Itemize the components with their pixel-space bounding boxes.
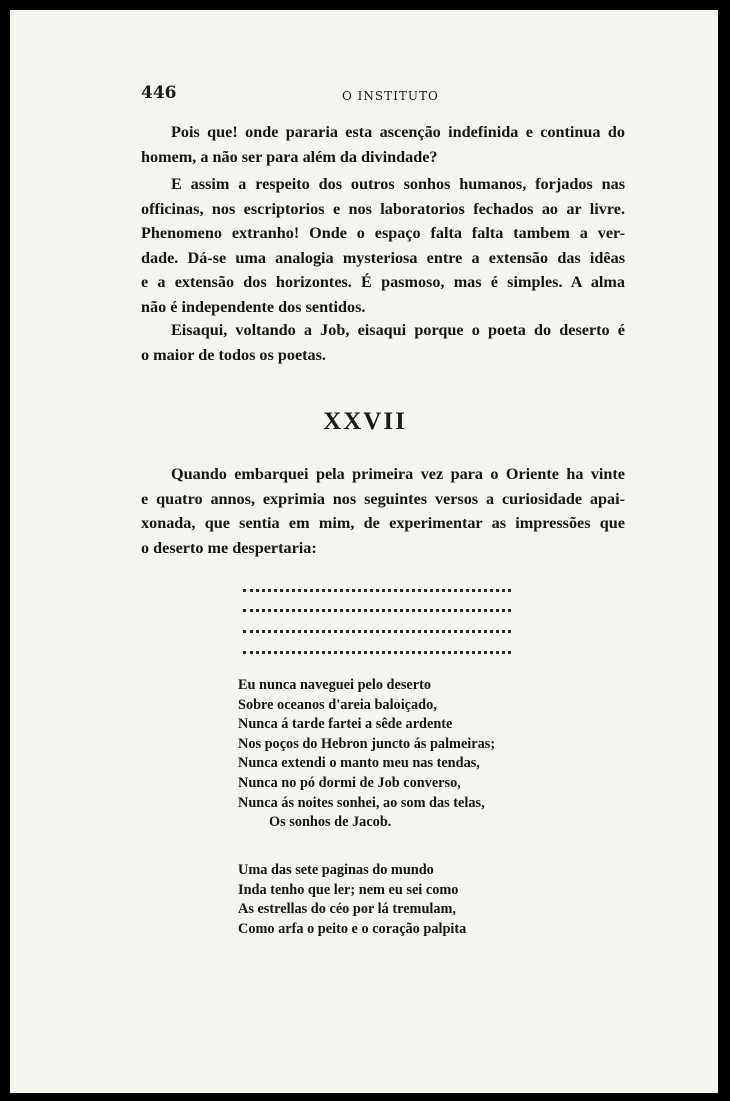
text-line: E assim a respeito dos outros sonhos humanos, forjados nas: [171, 175, 625, 193]
poem-verse: As estrellas do céo por lá tremulam,: [238, 901, 456, 918]
ellipsis-row: [243, 645, 511, 654]
ellipsis-row: [243, 583, 511, 592]
poem-verse: Os sonhos de Jacob.: [269, 814, 392, 831]
page-header: [141, 83, 625, 109]
text-line: Phenomeno extranho! Onde o espaço falta falta tambem a ver-: [141, 224, 625, 243]
paragraph-2: [141, 172, 625, 320]
text-line: o maior de todos os poetas.: [141, 345, 326, 364]
text-line: e a extensão dos horizontes. É pasmoso, mas é simples. A alma: [141, 273, 625, 292]
poem-verse: Nunca no pó dormi de Job converso,: [238, 774, 461, 791]
paragraph-1: [141, 120, 625, 169]
text-line: Pois que! onde pararia esta ascenção indefinida e continua do: [171, 123, 625, 141]
poem-verse: Nunca ás noites sonhei, ao som das telas,: [238, 794, 485, 811]
ellipsis-row: [243, 624, 511, 633]
poem-verse: Inda tenho que ler; nem eu sei como: [238, 881, 459, 898]
poem-verse: Sobre oceanos d'areia baloiçado,: [238, 696, 437, 713]
text-line: homem, a não ser para além da divindade?: [141, 147, 438, 166]
poem-verse: Nunca á tarde fartei a sêde ardente: [238, 716, 453, 733]
text-line: xonada, que sentia em mim, de experimentar as impressões que: [141, 514, 625, 533]
poem-stanza-2: [238, 861, 558, 939]
chapter-heading: XXVII: [323, 408, 407, 435]
paragraph-3: [141, 318, 625, 367]
text-line: dade. Dá-se uma analogia mysteriosa entre a extensão das idêas: [141, 248, 625, 267]
running-title: O INSTITUTO: [342, 89, 439, 103]
poem-verse: Uma das sete paginas do mundo: [238, 862, 434, 878]
text-line: Quando embarquei pela primeira vez para o Oriente ha vinte: [171, 465, 625, 483]
text-line: não é independente dos sentidos.: [141, 297, 366, 316]
text-line: o deserto me despertaria:: [141, 538, 317, 557]
text-line: officinas, nos escriptorios e nos laboratorios fechados ao ar livre.: [141, 199, 625, 218]
poem-verse: Eu nunca naveguei pelo deserto: [238, 677, 432, 693]
poem-verse: Nunca extendi o manto meu nas tendas,: [238, 755, 480, 772]
page-number: 446: [141, 83, 177, 103]
text-line: e quatro annos, exprimia nos seguintes versos a curiosidade apai-: [141, 489, 625, 508]
poem-verse: Nos poços do Hebron juncto ás palmeiras;: [238, 735, 496, 752]
intro-paragraph: [141, 462, 625, 560]
poem-verse: Como arfa o peito e o coração palpita: [238, 920, 467, 937]
poem-stanza-1: [238, 676, 558, 833]
text-line: Eisaqui, voltando a Job, eisaqui porque o poeta do deserto é: [171, 321, 625, 339]
ellipsis-row: [243, 603, 511, 612]
